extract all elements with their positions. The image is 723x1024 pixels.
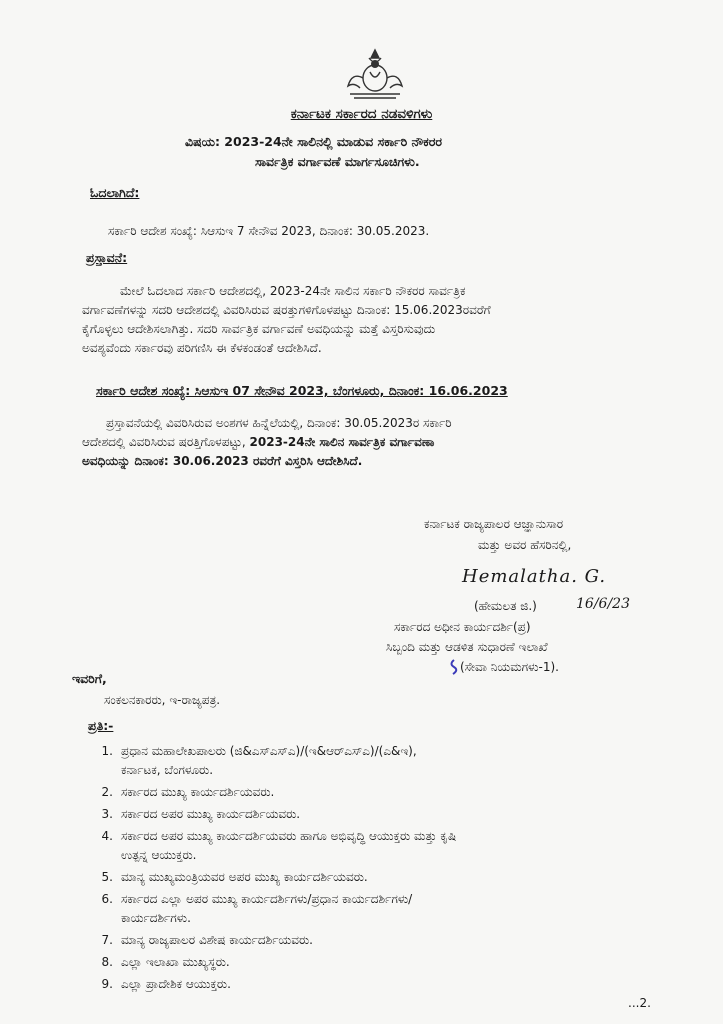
list-item-number: 6.: [101, 892, 113, 906]
copy-heading: ಪ್ರತಿ:-: [88, 718, 114, 733]
handwritten-signature: Hemalatha. G.: [462, 566, 607, 587]
list-item-line: ಸರ್ಕಾರದ ಎಲ್ಲಾ ಅಪರ ಮುಖ್ಯ ಕಾರ್ಯದರ್ಶಿಗಳು/ಪ್ರಧಾನ ಕಾರ್ಯದರ್ಶಿಗಳು/: [121, 892, 413, 906]
subject: [185, 132, 625, 172]
list-item-number: 2.: [101, 785, 113, 799]
list-item-number: 1.: [101, 744, 113, 758]
preamble-line: ಕೈಗೊಳ್ಳಲು ಆದೇಶಿಸಲಾಗಿತ್ತು. ಸದರಿ ಸಾರ್ವತ್ರಿಕ ವರ್ಗಾವಣೆ ಅವಧಿಯನ್ನು ಮತ್ತೆ ವಿಸ್ತರಿಸುವುದು: [82, 322, 436, 336]
list-item-number: 5.: [101, 870, 113, 884]
subject-line-2: ಸಾರ್ವತ್ರಿಕ ವರ್ಗಾವಣೆ ಮಾರ್ಗಸೂಚಿಗಳು.: [255, 154, 420, 169]
subject-line-1: ವಿಷಯ: 2023-24ನೇ ಸಾಲಿನಲ್ಲಿ ಮಾಡುವ ಸರ್ಕಾರಿ ನೌಕರರ: [185, 134, 443, 149]
order-heading: ಸರ್ಕಾರಿ ಆದೇಶ ಸಂಖ್ಯೆ: ಸಿಆಸುಇ 07 ಸೇನೌವ 2023, ಬೆಂಗಳೂರು, ದಿನಾಂಕ: 16.06.2023: [96, 383, 508, 398]
list-item-line: ಉತ್ಪನ್ನ ಆಯುಕ್ತರು.: [121, 848, 197, 862]
read-heading: ಓದಲಾಗಿದೆ:: [90, 185, 140, 200]
order-line-2-bold: 2023-24ನೇ ಸಾಲಿನ ಸಾರ್ವತ್ರಿಕ ವರ್ಗಾವಣಾ: [249, 435, 435, 449]
list-item: [85, 890, 645, 928]
preamble-text: [82, 282, 662, 358]
list-item-text: [121, 868, 368, 887]
list-item-line: ಕಾರ್ಯದರ್ಶಿಗಳು.: [121, 911, 191, 925]
order-text: [82, 414, 662, 471]
list-item-line: ಮಾನ್ಯ ರಾಜ್ಯಪಾಲರ ವಿಶೇಷ ಕಾರ್ಯದರ್ಶಿಯವರು.: [121, 933, 313, 947]
list-item-text: [121, 953, 230, 972]
document-title: ಕರ್ನಾಟಕ ಸರ್ಕಾರದ ನಡವಳಿಗಳು: [290, 106, 433, 122]
recipients-heading: ಇವರಿಗೆ,: [72, 671, 107, 686]
list-item: [85, 783, 645, 802]
preamble-line: ಅವಶ್ಯವೆಂದು ಸರ್ಕಾರವು ಪರಿಗಣಿಸಿ ಈ ಕೆಳಕಂಡಂತೆ ಆದೇಶಿಸಿದೆ.: [82, 341, 322, 355]
list-item-line: ಪ್ರಧಾನ ಮಹಾಲೇಖಪಾಲರು (ಜಿ&ಎಸ್‌ಎಸ್‌ಎ)/(ಇ&ಆರ್‌ಎಸ್‌ಎ)/(ಎ&ಇ),: [121, 744, 417, 758]
order-line-3: ಅವಧಿಯನ್ನು ದಿನಾಂಕ: 30.06.2023 ರವರೆಗೆ ವಿಸ್ತರಿಸಿ ಆದೇಶಿಸಿದೆ.: [82, 454, 363, 468]
list-item: [85, 805, 645, 824]
list-item-number: 4.: [101, 829, 113, 843]
list-item-number: 7.: [101, 933, 113, 947]
list-item-text: [121, 931, 313, 950]
list-item-line: ಸರ್ಕಾರದ ಅಪರ ಮುಖ್ಯ ಕಾರ್ಯದರ್ಶಿಯವರು ಹಾಗೂ ಅಭಿವೃದ್ಧಿ ಆಯುಕ್ತರು ಮತ್ತು ಕೃಷಿ: [121, 829, 457, 843]
list-item-line: ಸರ್ಕಾರದ ಮುಖ್ಯ ಕಾರ್ಯದರ್ಶಿಯವರು.: [121, 785, 275, 799]
read-reference: ಸರ್ಕಾರಿ ಆದೇಶ ಸಂಖ್ಯೆ: ಸಿಆಸುಇ 7 ಸೇನೌವ 2023, ದಿನಾಂಕ: 30.05.2023.: [108, 224, 430, 238]
list-item-text: [121, 890, 412, 928]
order-line-1: ಪ್ರಸ್ತಾವನೆಯಲ್ಲಿ ವಿವರಿಸಿರುವ ಅಂಶಗಳ ಹಿನ್ನೆಲೆಯಲ್ಲಿ, ದಿನಾಂಕ: 30.05.2023ರ ಸರ್ಕಾರಿ: [106, 416, 452, 430]
designation-line-1: ಸರ್ಕಾರದ ಅಧೀನ ಕಾರ್ಯದರ್ಶಿ(ಪ್ರ): [394, 620, 531, 634]
copy-list: [85, 742, 645, 997]
list-item: [85, 868, 645, 887]
preamble-line: ವರ್ಗಾವಣೆಗಳನ್ನು ಸದರಿ ಆದೇಶದಲ್ಲಿ ವಿವರಿಸಿರುವ ಷರತ್ತುಗಳಿಗೊಳಪಟ್ಟು ದಿನಾಂಕ: 15.06.2023ರವರೆಗೆ: [82, 303, 491, 317]
ink-mark-icon: [447, 658, 461, 676]
preamble-line: ಮೇಲೆ ಓದಲಾದ ಸರ್ಕಾರಿ ಆದೇಶದಲ್ಲಿ, 2023-24ನೇ ಸಾಲಿನ ಸರ್ಕಾರಿ ನೌಕರರ ಸಾರ್ವತ್ರಿಕ: [120, 284, 466, 298]
list-item-text: [121, 827, 456, 865]
signature-authority-1: ಕರ್ನಾಟಕ ರಾಜ್ಯಪಾಲರ ಆಜ್ಞಾನುಸಾರ: [424, 517, 564, 531]
state-emblem-icon: [340, 42, 410, 104]
list-item-number: 3.: [101, 807, 113, 821]
order-line-2: [82, 433, 662, 452]
list-item-line: ಮಾನ್ಯ ಮುಖ್ಯಮಂತ್ರಿಯವರ ಅಪರ ಮುಖ್ಯ ಕಾರ್ಯದರ್ಶಿಯವರು.: [121, 870, 368, 884]
list-item-line: ಎಲ್ಲಾ ಇಲಾಖಾ ಮುಖ್ಯಸ್ಥರು.: [121, 955, 230, 969]
list-item-text: [121, 975, 231, 994]
list-item-line: ಕರ್ನಾಟಕ, ಬೆಂಗಳೂರು.: [121, 763, 214, 777]
list-item: [85, 953, 645, 972]
list-item-line: ಎಲ್ಲಾ ಪ್ರಾದೇಶಿಕ ಆಯುಕ್ತರು.: [121, 977, 231, 991]
list-item-line: ಸರ್ಕಾರದ ಅಪರ ಮುಖ್ಯ ಕಾರ್ಯದರ್ಶಿಯವರು.: [121, 807, 301, 821]
list-item: [85, 975, 645, 994]
list-item-text: [121, 805, 300, 824]
list-item-number: 8.: [101, 955, 113, 969]
order-line-2-plain: ಆದೇಶದಲ್ಲಿ ವಿವರಿಸಿರುವ ಷರತ್ತಿಗೊಳಪಟ್ಟು,: [82, 435, 250, 449]
list-item: [85, 931, 645, 950]
recipient: ಸಂಕಲನಕಾರರು, ಇ-ರಾಜ್ಯಪತ್ರ.: [104, 693, 221, 707]
page-continuation-marker: ...2.: [628, 996, 651, 1010]
designation-line-2: ಸಿಬ್ಬಂದಿ ಮತ್ತು ಆಡಳಿತ ಸುಧಾರಣೆ ಇಲಾಖೆ: [386, 640, 548, 654]
list-item: [85, 742, 645, 780]
list-item-number: 9.: [101, 977, 113, 991]
list-item: [85, 827, 645, 865]
handwritten-date: 16/6/23: [576, 596, 630, 612]
list-item-text: [121, 783, 274, 802]
signature-authority-2: ಮತ್ತು ಅವರ ಹೆಸರಿನಲ್ಲಿ,: [478, 538, 572, 552]
signatory-name: (ಹೇಮಲತ ಜಿ.): [474, 599, 537, 613]
list-item-text: [121, 742, 417, 780]
designation-line-3: (ಸೇವಾ ನಿಯಮಗಳು-1).: [460, 660, 559, 674]
preamble-heading: ಪ್ರಸ್ತಾವನೆ:: [86, 250, 128, 265]
